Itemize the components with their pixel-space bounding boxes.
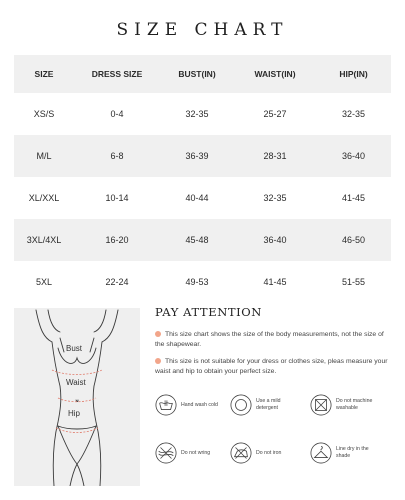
cell-bust: 45-48 [185, 235, 209, 245]
table-header [14, 55, 391, 93]
cell-bust: 40-44 [185, 193, 209, 203]
cell-dress-size: 16-20 [105, 235, 129, 245]
attention-note-text: This size chart shows the size of the body measurements, not the size of the shapewear. [155, 331, 384, 348]
header-size: SIZE [34, 69, 54, 79]
table-row [14, 93, 391, 135]
care-label: Do not iron [256, 449, 282, 456]
care-item-hand-wash [155, 394, 221, 416]
care-label: Do not wring [181, 449, 211, 456]
page-title: SIZE CHART [116, 20, 289, 40]
care-label: Hand wash cold [181, 401, 218, 408]
header-waist: WAIST(IN) [254, 69, 296, 79]
cell-hip: 46-50 [341, 235, 366, 245]
mild-detergent-icon [230, 394, 252, 416]
cell-size: 5XL [35, 277, 52, 287]
cell-hip: 36-40 [341, 151, 366, 161]
body-outline-icon [14, 308, 140, 486]
waist-label: Waist [66, 378, 86, 387]
cell-bust: 49-53 [185, 277, 209, 287]
body-measurement-figure [14, 308, 140, 486]
care-item-no-wring [155, 442, 221, 464]
cell-size: XS/S [33, 109, 55, 119]
cell-dress-size: 6-8 [110, 151, 124, 161]
size-table [14, 55, 391, 303]
cell-waist: 41-45 [263, 277, 287, 287]
attention-title: PAY ATTENTION [155, 305, 262, 319]
cell-bust: 36-39 [185, 151, 209, 161]
attention-note-2 [155, 357, 391, 377]
bust-label: Bust [66, 344, 83, 353]
hip-label: Hip [68, 409, 81, 418]
no-wring-icon [155, 442, 177, 464]
care-item-line-dry [310, 442, 376, 464]
cell-hip: 32-35 [341, 109, 366, 119]
cell-dress-size: 0-4 [110, 109, 124, 119]
care-item-detergent [230, 394, 296, 416]
line-dry-shade-icon [310, 442, 332, 464]
cell-size: XL/XXL [28, 193, 60, 203]
header-hip: HIP(IN) [339, 69, 368, 79]
cell-hip: 51-55 [341, 277, 366, 287]
care-label: Use a mild detergent [256, 398, 281, 411]
care-label: Line dry in the shade [336, 446, 369, 459]
attention-note-1 [155, 330, 391, 350]
cell-waist: 36-40 [263, 235, 287, 245]
header-dress-size: DRESS SIZE [91, 69, 143, 79]
cell-size: M/L [36, 151, 52, 161]
cell-waist: 25-27 [263, 109, 287, 119]
table-row [14, 135, 391, 177]
cell-hip: 41-45 [341, 193, 366, 203]
care-item-no-machine-wash [310, 394, 376, 416]
cell-waist: 32-35 [263, 193, 287, 203]
header-bust: BUST(IN) [178, 69, 216, 79]
cell-bust: 32-35 [185, 109, 209, 119]
care-label: Do not machine washable [336, 398, 373, 411]
cell-dress-size: 10-14 [105, 193, 129, 203]
cell-waist: 28-31 [263, 151, 287, 161]
hand-wash-icon [155, 394, 177, 416]
no-machine-wash-icon [310, 394, 332, 416]
bullet-icon [155, 331, 161, 337]
table-row [14, 261, 391, 303]
attention-note-text: This size is not suitable for your dress or clothes size, pleas measure your waist and hip to obtain your perfect size. [155, 358, 388, 375]
table-row [14, 219, 391, 261]
no-iron-icon [230, 442, 252, 464]
table-row [14, 177, 391, 219]
care-item-no-iron [230, 442, 296, 464]
bullet-icon [155, 358, 161, 364]
cell-size: 3XL/4XL [26, 235, 62, 245]
cell-dress-size: 22-24 [105, 277, 129, 287]
